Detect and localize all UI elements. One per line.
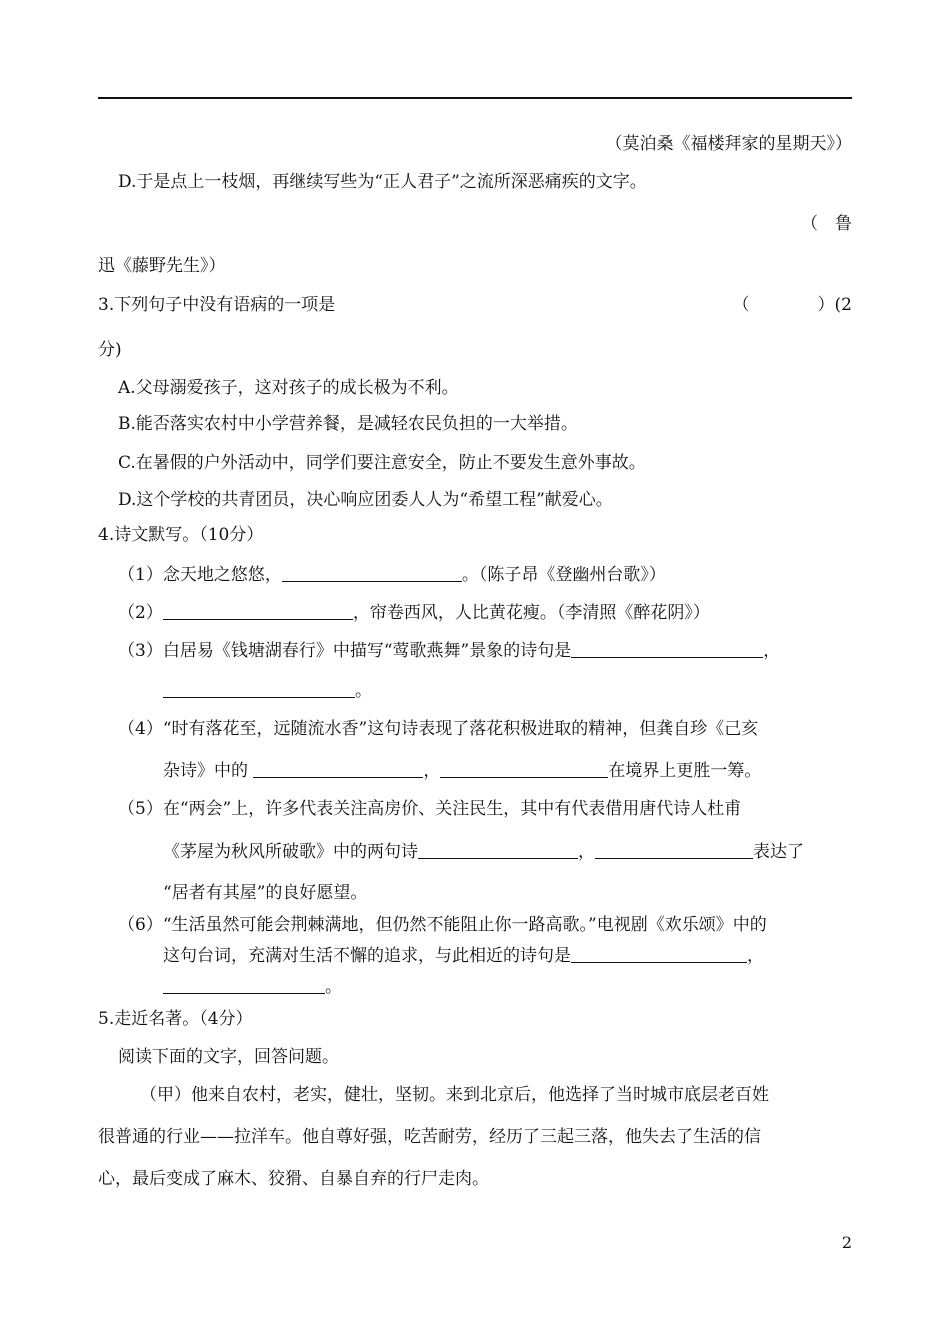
answer-blank[interactable] bbox=[163, 602, 353, 620]
question-3-option-c: C.在暑假的户外活动中，同学们要注意安全，防止不要发生意外事故。 bbox=[118, 453, 646, 473]
item-3-comma: ， bbox=[763, 641, 781, 661]
answer-blank[interactable] bbox=[163, 680, 355, 698]
answer-blank[interactable] bbox=[253, 760, 423, 778]
passage-line-2: 很普通的行业——拉洋车。他自尊好强，吃苦耐劳，经历了三起三落，他失去了生活的信 bbox=[98, 1127, 761, 1147]
item-1-text: （1）念天地之悠悠， bbox=[118, 565, 282, 585]
question-4-item-4: （4）“时有落花至，远随流水香”这句诗表现了落花积极进取的精神，但龚自珍《己亥 bbox=[118, 719, 759, 739]
question-4-item-6: （6）“生活虽然可能会荆棘满地，但仍然不能阻止你一路高歌。”电视剧《欢乐颂》中的 bbox=[118, 915, 767, 935]
item-6-comma: ， bbox=[747, 946, 764, 966]
answer-blank[interactable] bbox=[440, 760, 608, 778]
answer-blank[interactable] bbox=[571, 640, 763, 658]
question-4-item-5: （5）在“两会”上，许多代表关注高房价、关注民生，其中有代表借用唐代诗人杜甫 bbox=[118, 799, 742, 819]
question-3-option-a: A.父母溺爱孩子，这对孩子的成长极为不利。 bbox=[118, 378, 459, 398]
answer-blank[interactable] bbox=[418, 841, 578, 859]
question-4-item-6-end bbox=[163, 976, 342, 998]
item-2-number: （2） bbox=[118, 603, 163, 623]
question-4-item-4-cont bbox=[163, 760, 761, 782]
passage-line-3: 心，最后变成了麻木、狡猾、自暴自弃的行尸走肉。 bbox=[98, 1169, 489, 1189]
answer-blank[interactable] bbox=[163, 976, 325, 994]
question-3-score: 分) bbox=[98, 340, 122, 360]
item-5-comma: ， bbox=[578, 842, 595, 862]
header-rule bbox=[98, 97, 852, 99]
option-c-source: （莫泊桑《福楼拜家的星期天》） bbox=[605, 134, 852, 154]
item-6-period: 。 bbox=[325, 977, 342, 997]
question-4-item-5-end: “居者有其屋”的良好愿望。 bbox=[163, 883, 368, 903]
question-3-option-d: D.这个学校的共青团员，决心响应团委人人为“希望工程”献爱心。 bbox=[118, 490, 613, 510]
answer-blank[interactable] bbox=[595, 841, 753, 859]
item-4-tail: 在境界上更胜一筹。 bbox=[608, 761, 762, 781]
page-number: 2 bbox=[841, 1233, 852, 1252]
question-4-item-1 bbox=[118, 564, 666, 586]
answer-blank[interactable] bbox=[282, 564, 462, 582]
item-5-text: 《茅屋为秋风所破歌》中的两句诗 bbox=[163, 842, 418, 862]
question-5-title: 5.走近名著。（4分） bbox=[98, 1009, 253, 1029]
question-4-item-3-cont bbox=[163, 680, 372, 702]
question-4-item-2 bbox=[118, 602, 710, 624]
question-4-title: 4.诗文默写。（10分） bbox=[98, 525, 264, 545]
item-3-text: （3）白居易《钱塘湖春行》中描写“莺歌燕舞”景象的诗句是 bbox=[118, 641, 572, 661]
option-d-source-end: 迅《藤野先生》） bbox=[98, 256, 226, 276]
answer-blank[interactable] bbox=[571, 945, 747, 963]
question-3-option-b: B.能否落实农村中小学营养餐，是减轻农民负担的一大举措。 bbox=[118, 414, 578, 434]
item-4-text: 杂诗》中的 bbox=[163, 761, 248, 781]
question-3-stem: 3.下列句子中没有语病的一项是 bbox=[98, 295, 336, 315]
item-3-period: 。 bbox=[355, 681, 372, 701]
item-5-tail: 表达了 bbox=[753, 842, 804, 862]
question-4-item-6-cont bbox=[163, 945, 764, 967]
question-5-instruction: 阅读下面的文字，回答问题。 bbox=[118, 1047, 339, 1067]
option-d: D.于是点上一枝烟，再继续写些为“正人君子”之流所深恶痛疾的文字。 bbox=[118, 172, 647, 192]
item-1-source: 。（陈子昂《登幽州台歌》） bbox=[461, 565, 666, 585]
question-3-answer-paren: （ ）(2 bbox=[732, 295, 852, 315]
question-4-item-5-cont bbox=[163, 841, 804, 863]
item-6-text: 这句台词，充满对生活不懈的追求，与此相近的诗句是 bbox=[163, 946, 571, 966]
item-4-comma: ， bbox=[423, 761, 441, 781]
option-d-source-start: （ 鲁 bbox=[801, 214, 852, 234]
item-2-text: ，帘卷西风，人比黄花瘦。（李清照《醉花阴》） bbox=[352, 603, 710, 623]
passage-line-1: （甲）他来自农村，老实，健壮，坚韧。来到北京后，他选择了当时城市底层老百姓 bbox=[140, 1085, 769, 1105]
question-4-item-3 bbox=[118, 640, 780, 662]
